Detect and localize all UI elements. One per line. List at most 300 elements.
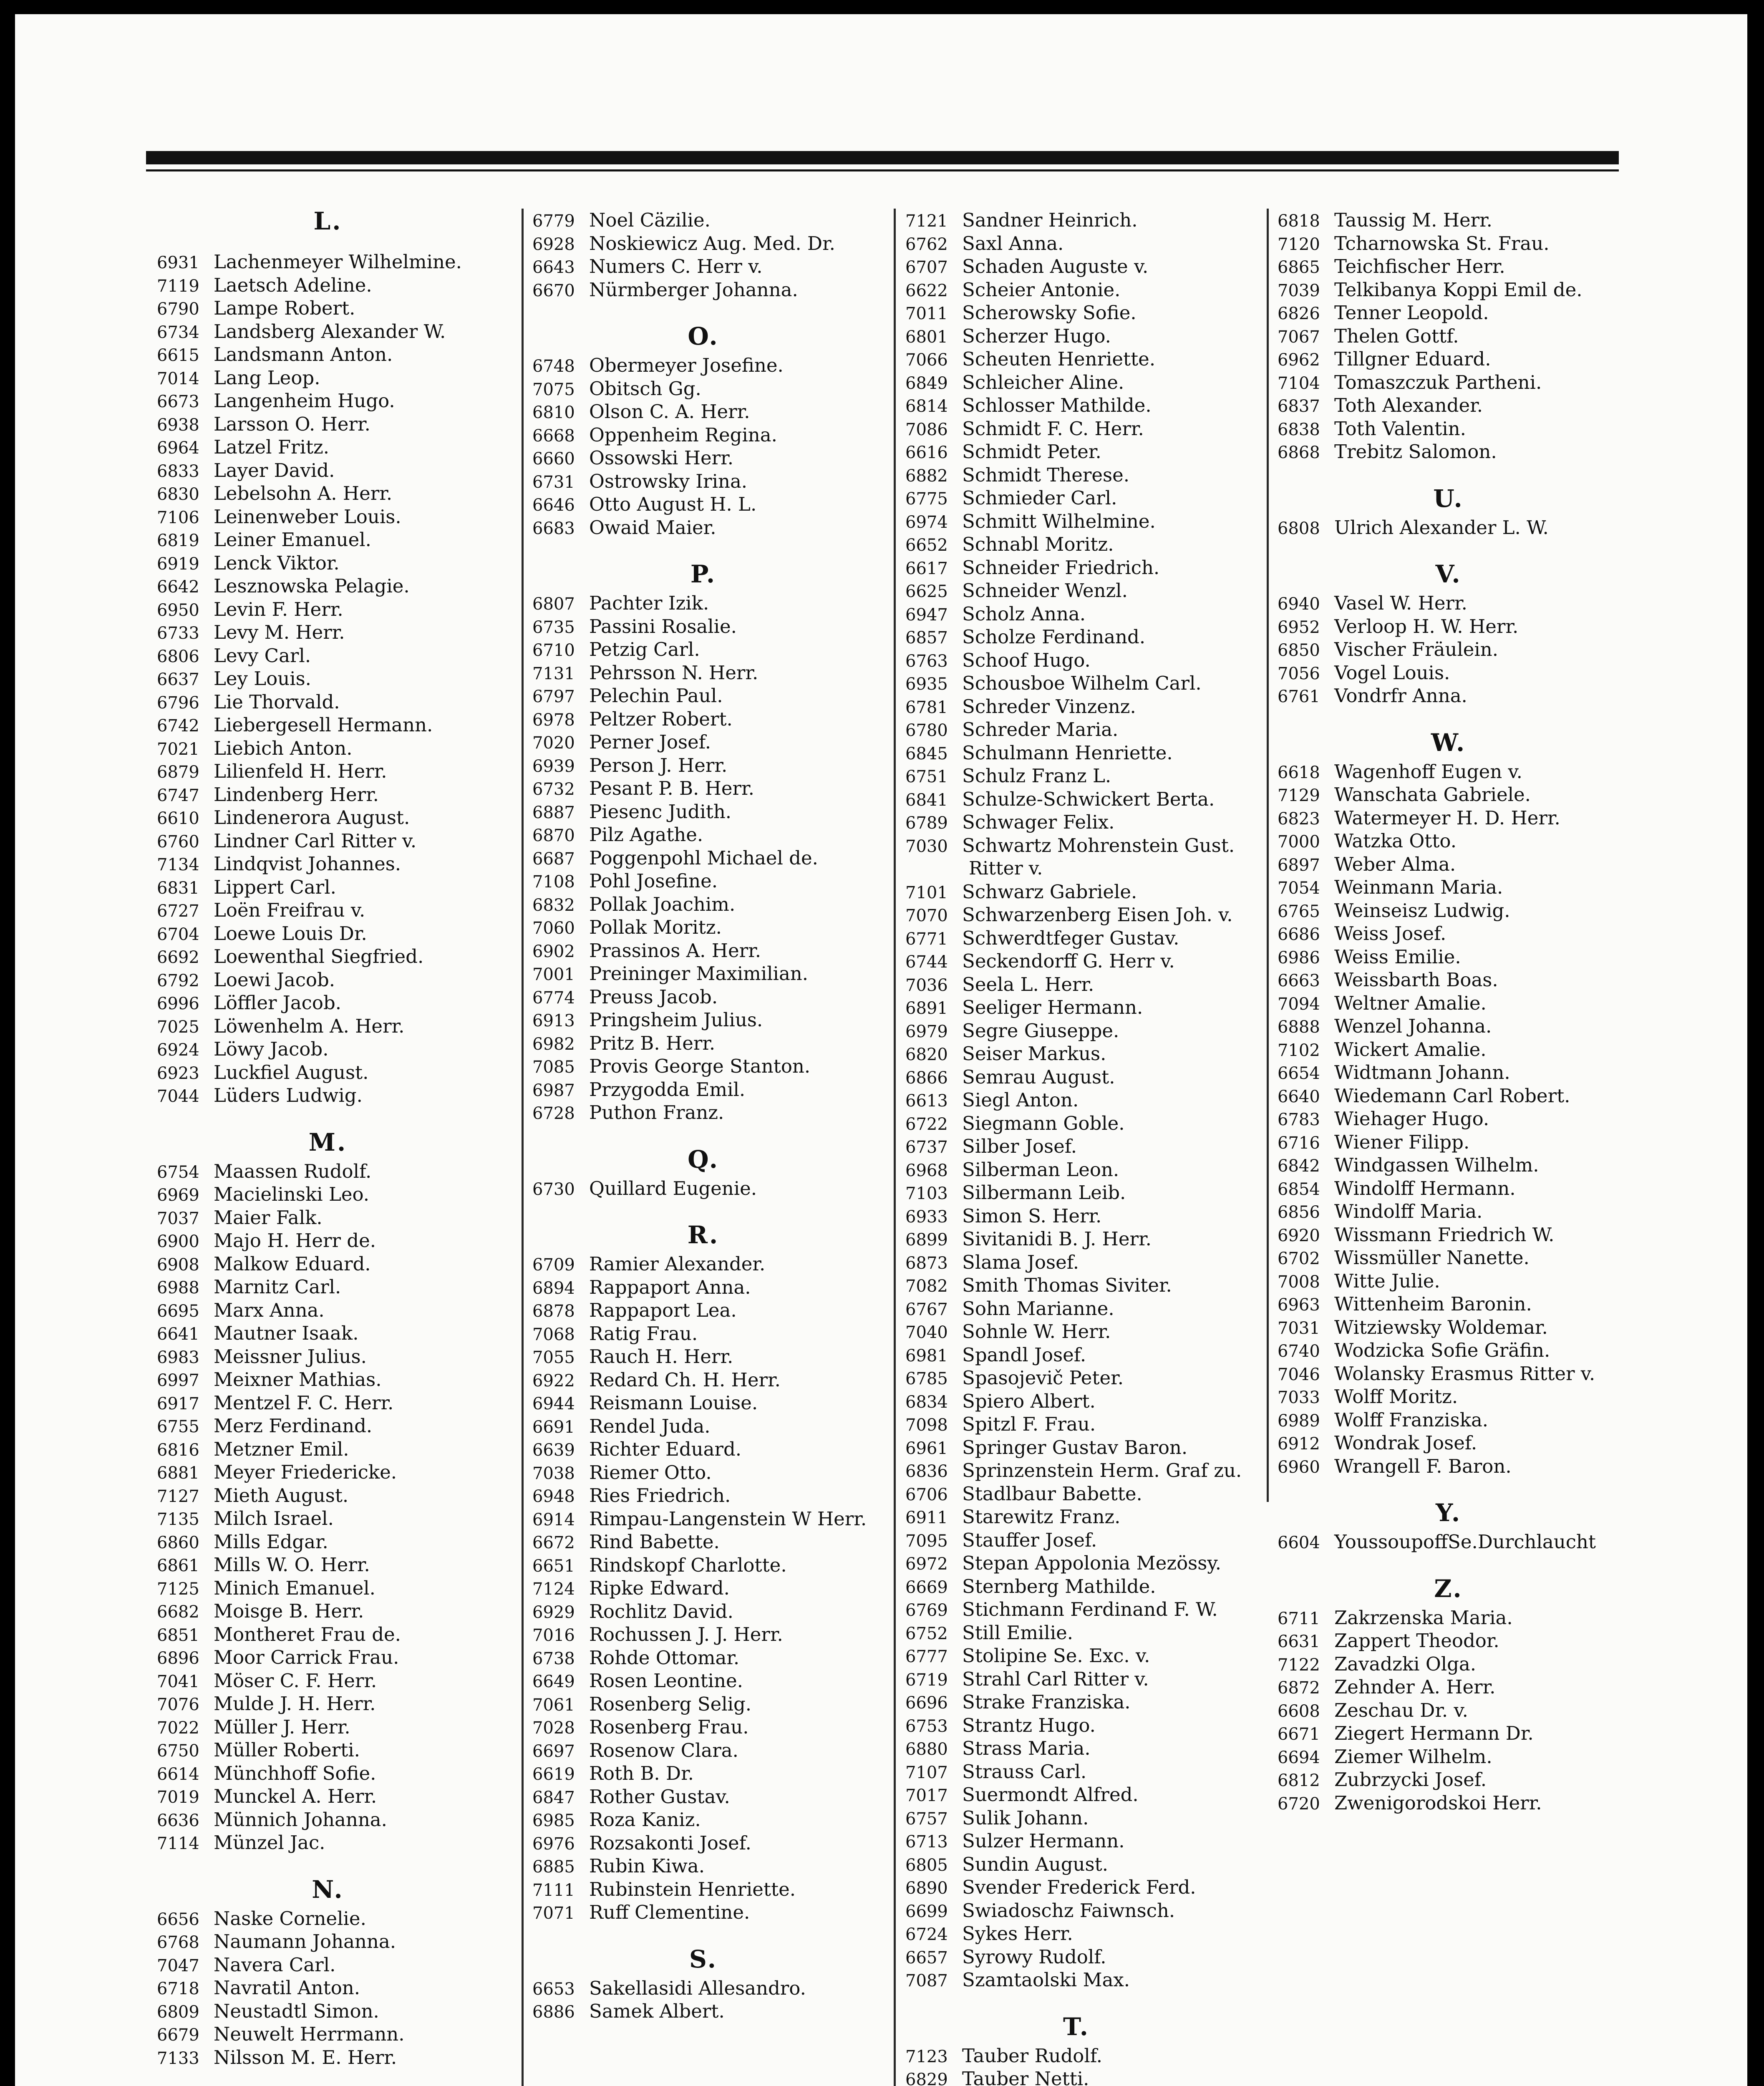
entry-number: 7068 bbox=[532, 1325, 575, 1344]
index-entry bbox=[157, 667, 524, 690]
entry-number: 7135 bbox=[157, 1510, 199, 1529]
entry-name: Wissmüller Nanette. bbox=[1334, 1247, 1530, 1269]
index-entry bbox=[905, 811, 1273, 834]
entry-name: Owaid Maier. bbox=[589, 516, 716, 539]
index-entry bbox=[157, 1953, 524, 1977]
index-entry bbox=[532, 962, 900, 985]
entry-name: Schousboe Wilhelm Carl. bbox=[962, 672, 1202, 694]
entry-name: Verloop H. W. Herr. bbox=[1334, 615, 1519, 637]
entry-name: Ries Friedrich. bbox=[589, 1484, 731, 1507]
index-entry bbox=[157, 1275, 524, 1299]
index-entry bbox=[532, 1646, 900, 1670]
entry-name: Seiser Markus. bbox=[962, 1043, 1106, 1065]
entry-name: Moisge B. Herr. bbox=[214, 1600, 364, 1622]
entry-name: Scheuten Henriette. bbox=[962, 348, 1156, 370]
entry-number: 6947 bbox=[905, 605, 948, 625]
index-entry bbox=[1278, 661, 1645, 685]
entry-number: 7098 bbox=[905, 1416, 948, 1435]
index-entry bbox=[905, 741, 1273, 765]
entry-name: Piesenc Judith. bbox=[589, 800, 732, 823]
entry-name: Telkibanya Koppi Emil de. bbox=[1334, 278, 1583, 301]
entry-number: 6890 bbox=[905, 1879, 948, 1898]
entry-number: 6738 bbox=[532, 1649, 575, 1668]
entry-name: Preuss Jacob. bbox=[589, 985, 718, 1008]
entry-number: 7033 bbox=[1278, 1388, 1320, 1407]
entry-name: Wenzel Johanna. bbox=[1334, 1015, 1492, 1037]
entry-number: 6964 bbox=[157, 438, 199, 458]
index-entry bbox=[1278, 1768, 1645, 1791]
entry-number: 6780 bbox=[905, 721, 948, 740]
entry-number: 6653 bbox=[532, 1979, 575, 1999]
entry-number: 6622 bbox=[905, 281, 948, 300]
entry-name: Rind Babette. bbox=[589, 1531, 720, 1553]
entry-number: 7008 bbox=[1278, 1272, 1320, 1292]
entry-name: Trebitz Salomon. bbox=[1334, 441, 1497, 463]
entry-name: Naske Cornelie. bbox=[214, 1907, 366, 1930]
index-entry bbox=[1278, 1107, 1645, 1131]
index-entry bbox=[532, 708, 900, 731]
section-letter-heading: L. bbox=[313, 207, 343, 235]
index-entry bbox=[905, 1066, 1273, 1089]
entry-name: Zwenigorodskoi Herr. bbox=[1334, 1791, 1542, 1814]
entry-name: Seela L. Herr. bbox=[962, 973, 1094, 995]
entry-name: Pesant P. B. Herr. bbox=[589, 777, 754, 799]
index-entry bbox=[1278, 209, 1645, 232]
entry-name: Strass Maria. bbox=[962, 1737, 1091, 1759]
entry-number: 7040 bbox=[905, 1323, 948, 1342]
index-entry bbox=[1278, 232, 1645, 255]
entry-name: Sakellasidi Allesandro. bbox=[589, 1977, 806, 1999]
index-entry bbox=[532, 1832, 900, 1855]
section-letter-heading: O. bbox=[688, 322, 719, 350]
entry-name: Rappaport Anna. bbox=[589, 1276, 751, 1298]
entry-number: 7017 bbox=[905, 1786, 948, 1805]
entry-name: Meissner Julius. bbox=[214, 1345, 367, 1368]
index-entry bbox=[157, 459, 524, 482]
entry-number: 7019 bbox=[157, 1788, 199, 1807]
header-rule-thin bbox=[146, 169, 1619, 171]
index-entry bbox=[532, 985, 900, 1009]
entry-name: Schlosser Mathilde. bbox=[962, 394, 1152, 416]
index-entry bbox=[532, 2000, 900, 2023]
index-entry bbox=[157, 1461, 524, 1484]
index-entry bbox=[532, 1693, 900, 1716]
index-entry bbox=[905, 625, 1273, 649]
index-entry bbox=[157, 1183, 524, 1206]
index-entry bbox=[532, 1716, 900, 1739]
entry-number: 7028 bbox=[532, 1718, 575, 1738]
entry-number: 6651 bbox=[532, 1556, 575, 1576]
index-entry bbox=[532, 516, 900, 539]
entry-number: 6779 bbox=[532, 212, 575, 231]
entry-number: 6724 bbox=[905, 1925, 948, 1944]
index-entry bbox=[157, 482, 524, 505]
index-entry bbox=[157, 1577, 524, 1600]
index-entry bbox=[905, 1552, 1273, 1575]
entry-name: Lindenberg Herr. bbox=[214, 783, 379, 806]
entry-number: 7123 bbox=[905, 2047, 948, 2066]
index-entry bbox=[905, 1806, 1273, 1830]
entry-number: 7114 bbox=[157, 1834, 199, 1853]
index-entry bbox=[532, 354, 900, 377]
index-entry bbox=[157, 297, 524, 320]
section-letter-heading: V. bbox=[1435, 560, 1462, 588]
entry-name: Larsson O. Herr. bbox=[214, 413, 370, 435]
index-entry bbox=[532, 470, 900, 493]
entry-name: Loën Freifrau v. bbox=[214, 899, 365, 921]
index-entry bbox=[157, 528, 524, 552]
index-entry bbox=[157, 1553, 524, 1577]
entry-name: Ripke Edward. bbox=[589, 1577, 730, 1599]
index-entry bbox=[532, 1484, 900, 1507]
entry-number: 6636 bbox=[157, 1811, 199, 1830]
entry-name: Schmieder Carl. bbox=[962, 487, 1117, 509]
index-entry bbox=[1278, 348, 1645, 371]
index-entry bbox=[157, 1692, 524, 1716]
index-entry bbox=[532, 823, 900, 846]
index-entry bbox=[905, 232, 1273, 255]
entry-number: 6763 bbox=[905, 651, 948, 671]
entry-number: 6886 bbox=[532, 2003, 575, 2022]
entry-number: 7122 bbox=[1278, 1655, 1320, 1675]
entry-name: Weltner Amalie. bbox=[1334, 992, 1487, 1014]
index-entry bbox=[532, 400, 900, 423]
index-entry bbox=[157, 1229, 524, 1252]
entry-number: 7036 bbox=[905, 975, 948, 995]
index-entry bbox=[532, 916, 900, 939]
index-entry bbox=[157, 1322, 524, 1345]
index-entry bbox=[1278, 1722, 1645, 1745]
index-entry bbox=[157, 1484, 524, 1507]
entry-number: 6604 bbox=[1278, 1533, 1320, 1552]
entry-name: Zakrzenska Maria. bbox=[1334, 1606, 1513, 1629]
entry-number: 7001 bbox=[532, 965, 575, 984]
entry-number: 7047 bbox=[157, 1956, 199, 1975]
entry-number: 6737 bbox=[905, 1138, 948, 1157]
entry-number: 6657 bbox=[905, 1948, 948, 1968]
section-gap bbox=[532, 1124, 900, 1142]
entry-number: 6806 bbox=[157, 647, 199, 666]
entry-name: Lindner Carl Ritter v. bbox=[214, 829, 417, 852]
index-entry bbox=[905, 510, 1273, 533]
entry-number: 6691 bbox=[532, 1417, 575, 1437]
index-entry bbox=[157, 783, 524, 806]
index-entry bbox=[157, 829, 524, 853]
entry-name: Levin F. Herr. bbox=[214, 598, 343, 620]
entry-number: 6735 bbox=[532, 617, 575, 637]
entry-number: 6978 bbox=[532, 710, 575, 730]
entry-name: Strantz Hugo. bbox=[962, 1714, 1096, 1736]
index-entry bbox=[905, 1668, 1273, 1691]
entry-name: Lüders Ludwig. bbox=[214, 1084, 363, 1106]
entry-name: Rochussen J. J. Herr. bbox=[589, 1623, 783, 1645]
index-entry bbox=[532, 777, 900, 800]
entry-number: 6618 bbox=[1278, 763, 1320, 782]
entry-name: Redard Ch. H. Herr. bbox=[589, 1368, 781, 1391]
index-entry bbox=[1278, 371, 1645, 394]
index-entry bbox=[905, 1621, 1273, 1645]
entry-name: Ziegert Hermann Dr. bbox=[1334, 1722, 1534, 1744]
entry-number: 7016 bbox=[532, 1626, 575, 1645]
index-entry bbox=[905, 649, 1273, 672]
entry-number: 6870 bbox=[532, 826, 575, 845]
entry-number: 6923 bbox=[157, 1063, 199, 1083]
index-entry bbox=[1278, 853, 1645, 876]
entry-number: 7054 bbox=[1278, 879, 1320, 898]
entry-number: 6625 bbox=[905, 582, 948, 601]
index-entry bbox=[1278, 1791, 1645, 1815]
entry-number: 6891 bbox=[905, 999, 948, 1018]
entry-number: 6682 bbox=[157, 1602, 199, 1622]
entry-name: Stauffer Josef. bbox=[962, 1529, 1097, 1551]
entry-number: 6989 bbox=[1278, 1411, 1320, 1431]
index-entry bbox=[905, 973, 1273, 996]
entry-number: 6692 bbox=[157, 948, 199, 967]
entry-number: 7121 bbox=[905, 212, 948, 231]
entry-name: Majo H. Herr de. bbox=[214, 1229, 376, 1252]
entry-number: 6818 bbox=[1278, 212, 1320, 231]
entry-name: Layer David. bbox=[214, 459, 335, 481]
index-entry bbox=[532, 846, 900, 870]
index-entry bbox=[1278, 899, 1645, 922]
entry-name: Lampe Robert. bbox=[214, 297, 355, 319]
index-column-3 bbox=[905, 209, 1273, 2086]
entry-number: 6801 bbox=[905, 327, 948, 347]
index-entry bbox=[905, 903, 1273, 927]
index-entry bbox=[157, 968, 524, 992]
entry-name: Sandner Heinrich. bbox=[962, 209, 1138, 231]
entry-name: Svender Frederick Ferd. bbox=[962, 1876, 1196, 1898]
header-rule-thick bbox=[146, 151, 1619, 164]
entry-number: 6760 bbox=[157, 832, 199, 852]
entry-name: Rubin Kiwa. bbox=[589, 1855, 705, 1877]
index-entry bbox=[157, 713, 524, 737]
index-entry bbox=[532, 255, 900, 278]
index-entry bbox=[905, 927, 1273, 950]
entry-name: Montheret Frau de. bbox=[214, 1623, 401, 1645]
entry-name: Otto August H. L. bbox=[589, 493, 757, 515]
entry-number: 6882 bbox=[905, 466, 948, 486]
index-entry bbox=[532, 731, 900, 754]
index-entry bbox=[532, 1438, 900, 1461]
entry-number: 6819 bbox=[157, 531, 199, 550]
index-entry bbox=[157, 413, 524, 436]
entry-number: 6702 bbox=[1278, 1249, 1320, 1268]
entry-number: 6619 bbox=[532, 1765, 575, 1784]
index-entry bbox=[1278, 684, 1645, 708]
index-entry bbox=[905, 325, 1273, 348]
index-entry bbox=[157, 690, 524, 714]
entry-number: 7129 bbox=[1278, 786, 1320, 805]
entry-name: Rosenow Clara. bbox=[589, 1739, 738, 1761]
index-entry bbox=[532, 1252, 900, 1276]
entry-number: 6762 bbox=[905, 234, 948, 254]
entry-name: Möser C. F. Herr. bbox=[214, 1669, 377, 1692]
index-entry bbox=[1278, 1223, 1645, 1247]
entry-number: 6881 bbox=[157, 1464, 199, 1483]
index-entry bbox=[905, 464, 1273, 487]
index-entry bbox=[1278, 1270, 1645, 1293]
entry-number: 6939 bbox=[532, 756, 575, 776]
index-entry bbox=[532, 446, 900, 470]
entry-number: 7107 bbox=[905, 1763, 948, 1782]
index-entry bbox=[905, 1876, 1273, 1899]
entry-number: 6920 bbox=[1278, 1226, 1320, 1245]
index-entry bbox=[157, 552, 524, 575]
index-entry bbox=[905, 996, 1273, 1019]
entry-name: Löwy Jacob. bbox=[214, 1038, 329, 1060]
entry-number: 6857 bbox=[905, 628, 948, 647]
entry-name: Ostrowsky Irina. bbox=[589, 470, 748, 492]
entry-name: Ziemer Wilhelm. bbox=[1334, 1745, 1492, 1768]
index-entry bbox=[532, 1554, 900, 1577]
index-entry bbox=[905, 764, 1273, 788]
entry-number: 6849 bbox=[905, 373, 948, 393]
entry-number: 6750 bbox=[157, 1741, 199, 1761]
index-entry bbox=[157, 1160, 524, 1183]
entry-name: Rozsakonti Josef. bbox=[589, 1832, 751, 1854]
entry-name: Wittenheim Baronin. bbox=[1334, 1293, 1532, 1315]
entry-number: 6997 bbox=[157, 1371, 199, 1390]
index-entry bbox=[1278, 945, 1645, 969]
entry-name: Schulze-Schwickert Berta. bbox=[962, 788, 1215, 810]
index-entry bbox=[1278, 1061, 1645, 1084]
entry-name: Vondrfr Anna. bbox=[1334, 685, 1467, 707]
index-entry bbox=[532, 1322, 900, 1345]
entry-number: 7000 bbox=[1278, 832, 1320, 852]
entry-number: 6887 bbox=[532, 803, 575, 822]
entry-number: 6646 bbox=[532, 496, 575, 515]
entry-name: Schulz Franz L. bbox=[962, 765, 1111, 787]
entry-number: 6672 bbox=[532, 1533, 575, 1552]
entry-number: 6719 bbox=[905, 1670, 948, 1690]
entry-name: Zehnder A. Herr. bbox=[1334, 1676, 1496, 1698]
entry-number: 6614 bbox=[157, 1764, 199, 1784]
index-entry bbox=[905, 1436, 1273, 1459]
index-entry bbox=[905, 1042, 1273, 1066]
index-entry bbox=[905, 440, 1273, 464]
entry-number: 6838 bbox=[1278, 420, 1320, 439]
entry-name: Mills W. O. Herr. bbox=[214, 1554, 370, 1576]
index-entry bbox=[157, 1368, 524, 1391]
entry-name: Ulrich Alexander L. W. bbox=[1334, 516, 1549, 539]
entry-number: 6810 bbox=[532, 403, 575, 422]
entry-name: Schwerdtfeger Gustav. bbox=[962, 927, 1179, 949]
entry-name: Semrau August. bbox=[962, 1066, 1115, 1088]
index-entry bbox=[1278, 992, 1645, 1015]
entry-number: 6976 bbox=[532, 1834, 575, 1854]
entry-name: Sohn Marianne. bbox=[962, 1297, 1114, 1320]
section-gap bbox=[532, 539, 900, 557]
index-entry bbox=[905, 301, 1273, 325]
entry-number: 6913 bbox=[532, 1011, 575, 1030]
entry-number: 6670 bbox=[532, 281, 575, 300]
entry-name: Spitzl F. Frau. bbox=[962, 1413, 1096, 1435]
entry-number: 6962 bbox=[1278, 350, 1320, 370]
entry-number: 7103 bbox=[905, 1184, 948, 1203]
entry-number: 7038 bbox=[532, 1464, 575, 1483]
entry-name: Schmidt F. C. Herr. bbox=[962, 417, 1144, 440]
entry-name: Münzel Jac. bbox=[214, 1832, 325, 1854]
entry-number: 7075 bbox=[532, 380, 575, 399]
index-column-1 bbox=[157, 209, 524, 2069]
index-entry bbox=[905, 1251, 1273, 1274]
index-entry bbox=[532, 1461, 900, 1484]
entry-number: 6979 bbox=[905, 1022, 948, 1041]
entry-name: YoussoupoffSe.Durchlaucht bbox=[1334, 1531, 1596, 1553]
index-entry bbox=[905, 1320, 1273, 1343]
index-entry bbox=[157, 1976, 524, 2000]
entry-number: 6928 bbox=[532, 234, 575, 254]
entry-name: Levy Carl. bbox=[214, 644, 311, 667]
entry-name: Zubrzycki Josef. bbox=[1334, 1769, 1487, 1791]
index-entry bbox=[532, 1623, 900, 1646]
index-entry bbox=[905, 1227, 1273, 1251]
entry-number: 7071 bbox=[532, 1904, 575, 1923]
entry-name: Scholz Anna. bbox=[962, 602, 1086, 625]
entry-number: 6908 bbox=[157, 1255, 199, 1275]
index-entry bbox=[157, 1907, 524, 1930]
entry-continuation: Ritter v. bbox=[969, 858, 1043, 879]
index-entry bbox=[157, 1808, 524, 1832]
entry-number: 7055 bbox=[532, 1348, 575, 1367]
index-entry bbox=[905, 278, 1273, 302]
entry-name: Strahl Carl Ritter v. bbox=[962, 1668, 1149, 1690]
index-entry bbox=[157, 1038, 524, 1061]
index-entry bbox=[532, 800, 900, 824]
entry-number: 6879 bbox=[157, 763, 199, 782]
entry-number: 6748 bbox=[532, 357, 575, 376]
section-gap bbox=[1278, 708, 1645, 725]
entry-number: 7041 bbox=[157, 1672, 199, 1691]
entry-number: 6924 bbox=[157, 1040, 199, 1060]
entry-name: Perner Josef. bbox=[589, 731, 711, 753]
entry-name: Mentzel F. C. Herr. bbox=[214, 1391, 394, 1414]
entry-number: 6789 bbox=[905, 814, 948, 833]
section-letter-heading: Z. bbox=[1434, 1574, 1463, 1603]
index-entry bbox=[157, 1600, 524, 1623]
index-entry bbox=[1278, 1339, 1645, 1362]
index-entry bbox=[532, 423, 900, 447]
index-entry bbox=[532, 869, 900, 893]
entry-name: Lie Thorvald. bbox=[214, 690, 340, 713]
entry-number: 6888 bbox=[1278, 1018, 1320, 1037]
index-entry bbox=[905, 1714, 1273, 1737]
entry-name: Obitsch Gg. bbox=[589, 377, 701, 400]
index-entry bbox=[1278, 638, 1645, 661]
entry-name: Rimpau-Langenstein W Herr. bbox=[589, 1507, 867, 1530]
entry-number: 6731 bbox=[532, 472, 575, 492]
entry-number: 6841 bbox=[905, 790, 948, 810]
entry-number: 6940 bbox=[1278, 595, 1320, 614]
index-entry bbox=[1278, 1292, 1645, 1316]
entry-name: Nürmberger Johanna. bbox=[589, 278, 798, 301]
entry-name: Obermeyer Josefine. bbox=[589, 354, 784, 376]
index-entry bbox=[905, 486, 1273, 510]
entry-number: 6963 bbox=[1278, 1295, 1320, 1315]
entry-name: Scherowsky Sofie. bbox=[962, 302, 1137, 324]
index-entry bbox=[905, 1413, 1273, 1436]
index-entry bbox=[532, 232, 900, 255]
index-entry bbox=[905, 718, 1273, 741]
entry-name: Levy M. Herr. bbox=[214, 621, 345, 643]
index-entry bbox=[157, 505, 524, 529]
index-entry bbox=[905, 1899, 1273, 1922]
entry-number: 7131 bbox=[532, 664, 575, 683]
entry-number: 6996 bbox=[157, 994, 199, 1013]
index-entry bbox=[905, 533, 1273, 556]
index-entry bbox=[157, 2046, 524, 2069]
